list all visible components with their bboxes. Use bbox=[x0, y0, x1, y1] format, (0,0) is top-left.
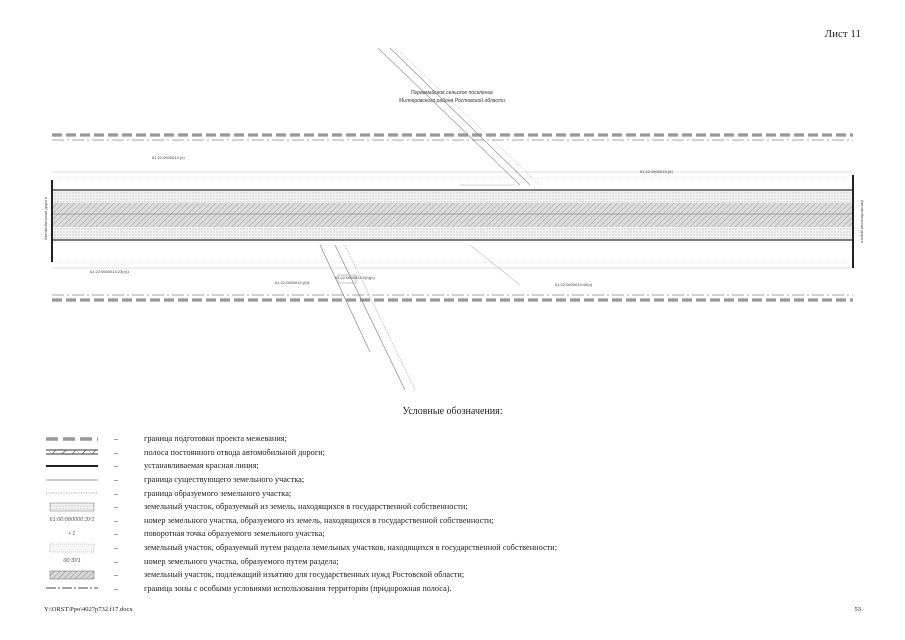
legend-symbol-label: • 1 bbox=[68, 530, 76, 537]
legend-dash: – bbox=[114, 529, 119, 539]
legend-text: поворотная точка образуемого земельного участка; bbox=[144, 529, 325, 539]
legend-dash: – bbox=[114, 447, 119, 457]
legend-text: земельный участок, образуемый путем раздела земельных участков, находящихся в государственной собственности; bbox=[144, 543, 558, 553]
legend-row bbox=[40, 473, 860, 487]
legend-row bbox=[40, 432, 860, 446]
legend-dash: – bbox=[114, 488, 119, 498]
parcel-label: 61:22:0600015:(н) bbox=[640, 169, 673, 174]
legend bbox=[40, 432, 860, 595]
hatched-area-icon bbox=[40, 569, 104, 581]
turning-point-icon bbox=[40, 528, 104, 540]
parcel-label: 61:22:0600015:45(н) bbox=[555, 282, 593, 287]
legend-text: устанавливаемая красная линия; bbox=[144, 461, 259, 471]
legend-row bbox=[40, 554, 860, 568]
page-number: 53 bbox=[854, 606, 861, 613]
legend-text: земельный участок, образуемый из земель, находящихся в государственной собственности; bbox=[144, 502, 468, 512]
legend-row bbox=[40, 500, 860, 514]
legend-text: полоса постоянного отвода автомобильной дороги; bbox=[144, 447, 325, 457]
side-label-right: Автомобильная дорога bbox=[860, 200, 865, 243]
hatched-double-line-icon bbox=[40, 446, 104, 458]
legend-row bbox=[40, 459, 860, 473]
light-area-icon bbox=[40, 542, 104, 554]
legend-text: номер земельного участка, образуемого из земель, находящихся в государственной собственности; bbox=[144, 515, 494, 525]
gray-dash-line-icon bbox=[40, 433, 104, 445]
legend-dash: – bbox=[114, 583, 119, 593]
legend-title: Условные обозначения: bbox=[402, 406, 503, 417]
legend-row bbox=[40, 514, 860, 528]
parcel-label: 61:22:0600014:23(н)1 bbox=[90, 269, 130, 274]
legend-row bbox=[40, 568, 860, 582]
legend-text: граница подготовки проекта межевания; bbox=[144, 434, 287, 444]
parcel-label: 61:22:0600014:(н)1 bbox=[275, 280, 310, 285]
legend-row bbox=[40, 446, 860, 460]
dotted-line-icon bbox=[40, 487, 104, 499]
settlement-line2: Миллеровского района Ростовской области bbox=[399, 98, 505, 104]
settlement-line1: Первомайское сельское поселение bbox=[410, 90, 494, 96]
road-hatched-core bbox=[52, 203, 853, 227]
dash-dot-line-icon bbox=[40, 582, 104, 594]
legend-row bbox=[40, 541, 860, 555]
dotted-area-icon bbox=[40, 501, 104, 513]
legend-text: номер земельного участка, образуемого путем раздела; bbox=[144, 556, 339, 566]
parcel-label: 61:22:0600014:2(н)(н) bbox=[335, 275, 375, 280]
legend-row bbox=[40, 582, 860, 596]
legend-text: земельный участок, подлежащий изъятию для государственных нужд Ростовской области; bbox=[144, 570, 465, 580]
legend-text: граница образуемого земельного участка; bbox=[144, 488, 292, 498]
legend-text: граница существующего земельного участка; bbox=[144, 475, 305, 485]
legend-text: граница зоны с особыми условиями использования территории (придорожная полоса). bbox=[144, 583, 452, 593]
legend-dash: – bbox=[114, 461, 119, 471]
side-label-left: Автомобильная дорога bbox=[43, 197, 48, 240]
thin-solid-line-icon bbox=[40, 474, 104, 486]
legend-dash: – bbox=[114, 475, 119, 485]
legend-row bbox=[40, 486, 860, 500]
legend-dash: – bbox=[114, 556, 119, 566]
thick-red-line-icon bbox=[40, 460, 104, 472]
legend-symbol-label: 61:00:000000:ЗУ1 bbox=[49, 517, 95, 524]
legend-symbol-label: 00:ЗУ1 bbox=[63, 558, 81, 565]
parcel-number-state-icon bbox=[40, 514, 104, 526]
legend-dash: – bbox=[114, 515, 119, 525]
sheet-label: Лист 11 bbox=[824, 28, 861, 40]
legend-dash: – bbox=[114, 570, 119, 580]
legend-dash: – bbox=[114, 543, 119, 553]
legend-row bbox=[40, 527, 860, 541]
legend-dash: – bbox=[114, 502, 119, 512]
parcel-label: 61:22:0600014:(н) bbox=[152, 155, 185, 160]
parcel-number-split-icon bbox=[40, 555, 104, 567]
footer-path: Y:\ORST\Ppo\4027p732.f17.docx bbox=[44, 606, 133, 613]
legend-dash: – bbox=[114, 434, 119, 444]
